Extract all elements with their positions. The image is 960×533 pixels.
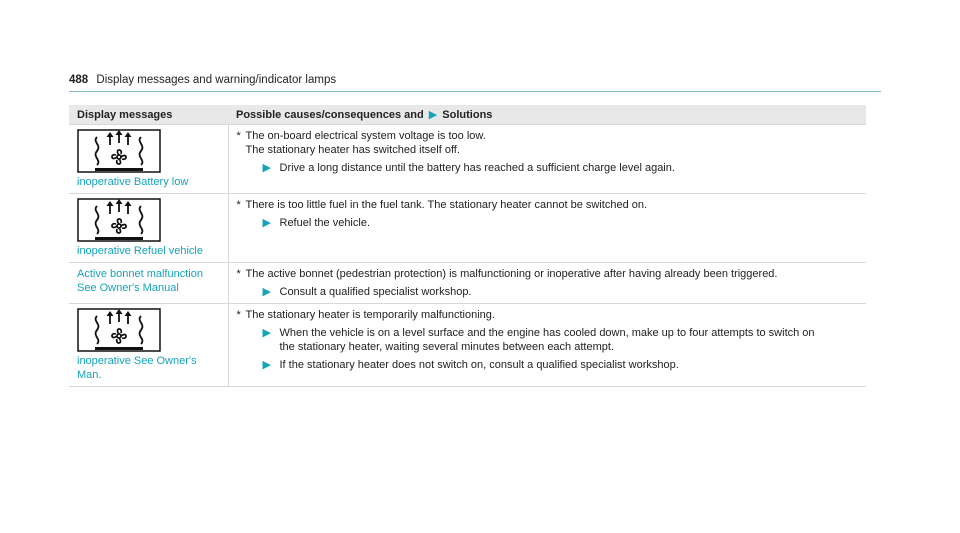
header-causes-label: Possible causes/consequences and [236,109,424,121]
causes-solutions-cell [228,125,866,194]
column-header-display-messages: Display messages [69,105,228,125]
bullet-star: * [236,130,241,142]
display-message-cell [69,125,228,194]
bullet-star: * [236,268,241,280]
message-text: inoperative Battery low [77,176,189,188]
cause-text: The on-board electrical system voltage is too low. [245,130,486,142]
solution-arrow-icon: ▶ [262,359,271,371]
solution-item [237,285,859,299]
solution-text: Refuel the vehicle. [279,217,370,229]
solution-arrow-icon: ▶ [428,109,438,121]
header-solutions-label: Solutions [442,109,493,121]
solution-text: When the vehicle is on a level surface and the engine has cooled down, make up to four attempts to switch on [279,327,815,339]
message-text: inoperative See Owner's [77,355,197,367]
message-text: Active bonnet malfunction [77,268,203,280]
causes-solutions-cell [228,263,866,304]
table-row [69,125,866,194]
page-header [69,73,881,92]
stationary-heater-icon [77,129,161,173]
solution-text: Drive a long distance until the battery has reached a sufficient charge level again. [279,162,675,174]
table-row [69,194,866,263]
solution-item [237,216,859,230]
stationary-heater-icon [77,308,161,352]
page-number: 488 [69,74,89,86]
solution-arrow-icon: ▶ [262,327,271,339]
page-title: Display messages and warning/indicator lamps [96,74,337,86]
display-message-cell [69,194,228,263]
solution-arrow-icon: ▶ [262,162,271,174]
solution-item [237,161,859,175]
solution-text: If the stationary heater does not switch on, consult a qualified specialist workshop. [279,359,679,371]
message-text: See Owner's Manual [77,282,179,294]
column-header-causes-solutions [228,105,866,125]
cause-text: There is too little fuel in the fuel tank. The stationary heater cannot be switched on. [245,199,648,211]
bullet-star: * [236,309,241,321]
cause-text: The active bonnet (pedestrian protection) is malfunctioning or inoperative after having already been triggered. [245,268,778,280]
cause-item [237,198,859,212]
solution-text: the stationary heater, waiting several minutes between each attempt. [279,341,614,353]
solution-item [237,358,859,372]
causes-solutions-cell [228,304,866,387]
display-message-cell [69,304,228,387]
cause-item [237,267,859,281]
cause-text: The stationary heater has switched itself off. [245,144,460,156]
cause-text: The stationary heater is temporarily malfunctioning. [245,309,495,321]
solution-text: Consult a qualified specialist workshop. [279,286,472,298]
solution-arrow-icon: ▶ [262,286,271,298]
message-text: Man. [77,369,102,381]
solution-item [237,326,859,354]
cause-item [237,308,859,322]
message-text: inoperative Refuel vehicle [77,245,203,257]
solution-arrow-icon: ▶ [262,217,271,229]
display-message-cell [69,263,228,304]
stationary-heater-icon [77,198,161,242]
causes-solutions-cell [228,194,866,263]
table-row [69,304,866,387]
bullet-star: * [236,199,241,211]
cause-item [237,129,859,157]
table-header-row [69,105,866,125]
display-messages-table [69,105,866,387]
table-row [69,263,866,304]
